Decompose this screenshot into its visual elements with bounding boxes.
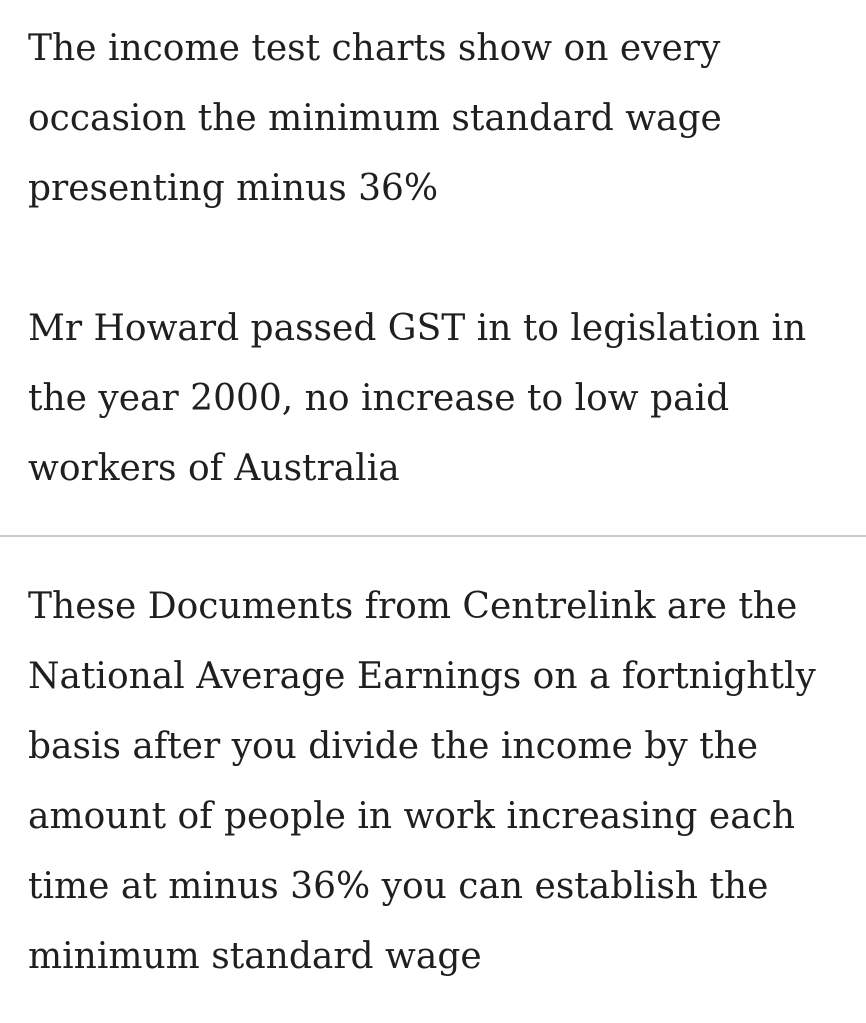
section-divider: [0, 535, 866, 537]
paragraph-gst-legislation: Mr Howard passed GST in to legislation in the year 2000, no increase to low paid workers of Australia: [28, 308, 807, 489]
paragraph-income-test: The income test charts show on every occasion the minimum standard wage presenting minus 36%: [28, 28, 722, 209]
paragraph-centrelink-documents: These Documents from Centrelink are the National Average Earnings on a fortnightly basis after you divide the income by the amount of people in work increasing each time at minus 36% you can establish the minimum standard wage: [28, 586, 816, 977]
